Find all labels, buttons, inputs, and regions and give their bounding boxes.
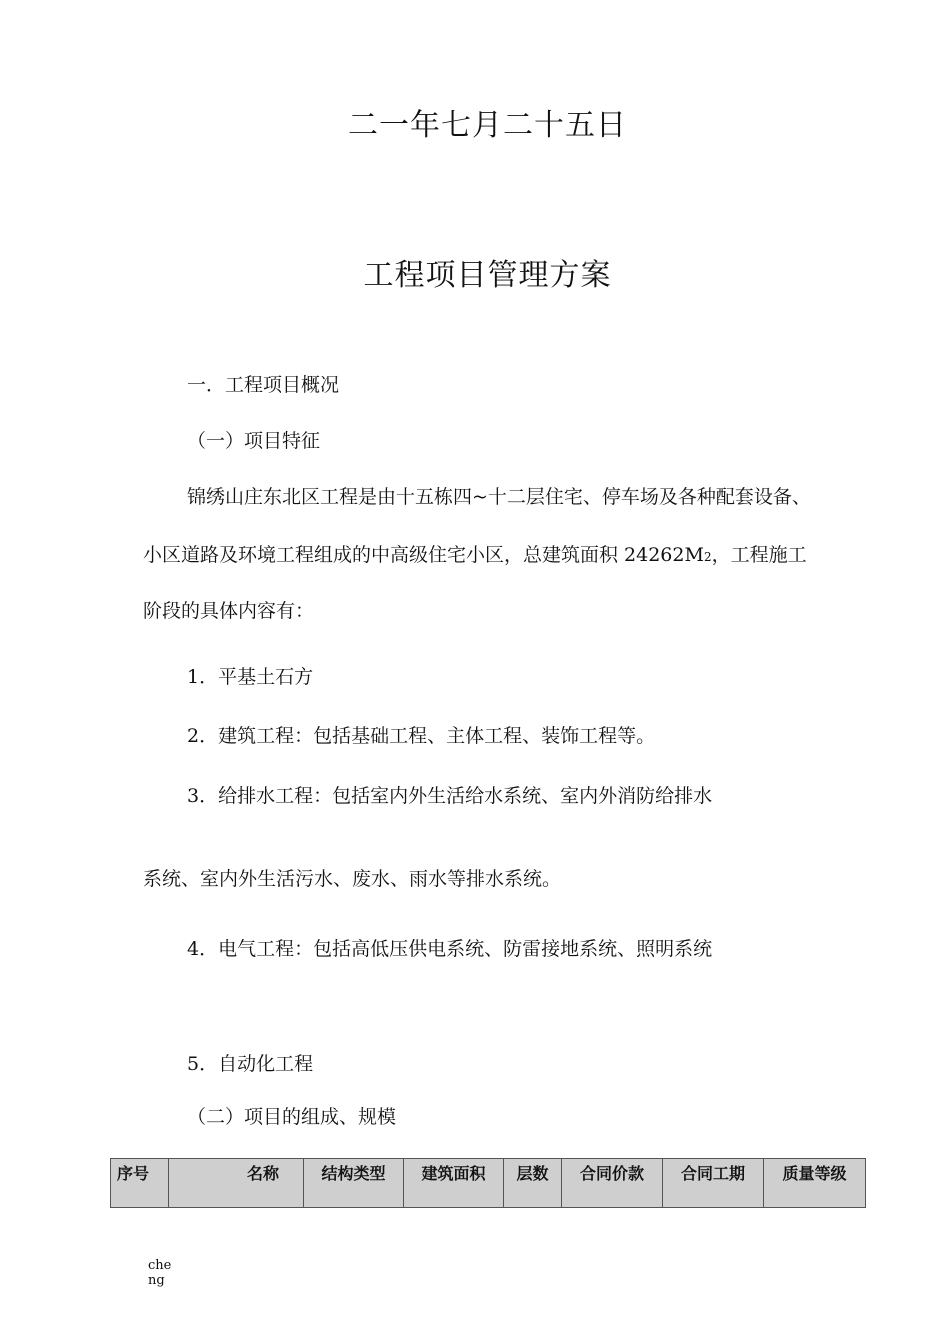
header-cell-quality-grade: 质量等级: [764, 1159, 866, 1208]
area-unit-subscript: 2: [703, 550, 712, 564]
subsection-heading-composition: （二）项目的组成、规模: [187, 1106, 397, 1128]
subsection-heading-features: （一）项目特征: [187, 430, 321, 452]
intro-text-b: ，工程施工: [711, 544, 807, 566]
list-item-4: 4．电气工程：包括高低压供电系统、防雷接地系统、照明系统: [187, 938, 713, 960]
document-date: 二一年七月二十五日: [348, 108, 627, 143]
list-item-1: 1．平基土石方: [187, 666, 314, 688]
header-cell-name: 名称: [169, 1159, 304, 1208]
list-item-5: 5．自动化工程: [187, 1053, 314, 1075]
header-cell-floor-area: 建筑面积: [404, 1159, 504, 1208]
header-cell-floors: 层数: [504, 1159, 562, 1208]
document-title: 工程项目管理方案: [363, 258, 612, 293]
list-item-2: 2．建筑工程：包括基础工程、主体工程、装饰工程等。: [187, 725, 656, 747]
intro-paragraph-line-2: [143, 540, 807, 567]
list-item-3-line-2: 系统、室内外生活污水、废水、雨水等排水系统。: [143, 868, 562, 890]
list-item-3-line-1: 3．给排水工程：包括室内外生活给水系统、室内外消防给排水: [187, 785, 713, 807]
header-cell-index: 序号: [111, 1159, 169, 1208]
project-composition-table: [110, 1158, 866, 1208]
section-heading-overview: 一．工程项目概况: [187, 374, 340, 396]
intro-paragraph-line-3: 阶段的具体内容有：: [143, 600, 315, 622]
header-cell-contract-price: 合同价款: [562, 1159, 663, 1208]
footer-note: cheng: [148, 1258, 172, 1288]
intro-paragraph-line-1: 锦绣山庄东北区工程是由十五栋四~十二层住宅、停车场及各种配套设备、: [187, 486, 811, 508]
header-cell-contract-period: 合同工期: [663, 1159, 764, 1208]
intro-text-a: 小区道路及环境工程组成的中高级住宅小区，总建筑面积 24262M: [143, 544, 704, 566]
table-header-row: [111, 1159, 866, 1208]
header-cell-structure-type: 结构类型: [304, 1159, 404, 1208]
